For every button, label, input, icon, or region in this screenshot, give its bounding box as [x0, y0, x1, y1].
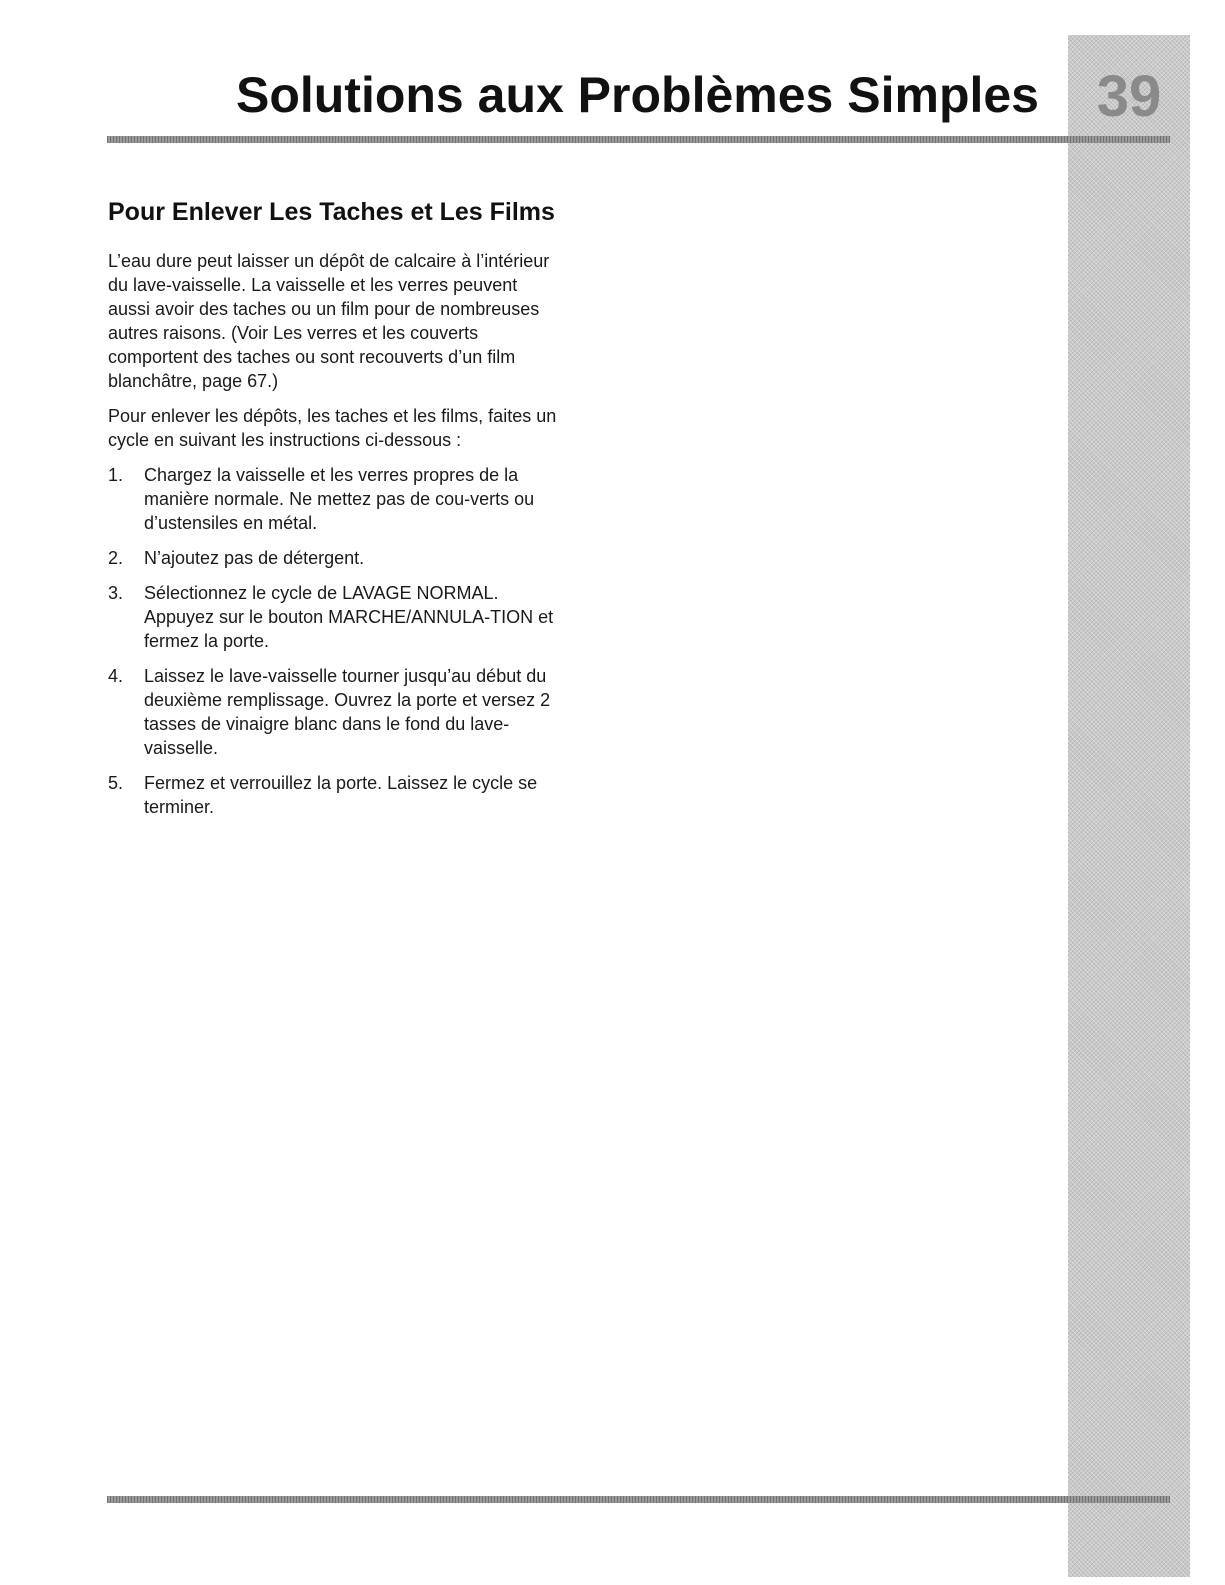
step-item	[108, 771, 558, 819]
step-text: Fermez et verrouillez la porte. Laissez le cycle se terminer.	[144, 773, 538, 817]
step-item	[108, 463, 558, 535]
step-text: Sélectionnez le cycle de LAVAGE NORMAL. Appuyez sur le bouton MARCHE/ANNULA-TION et fermez la porte.	[144, 583, 554, 651]
step-item	[108, 581, 558, 653]
step-item	[108, 664, 558, 760]
step-item	[108, 546, 558, 570]
step-number: 3.	[108, 583, 124, 603]
steps-list	[108, 463, 558, 819]
step-number: 5.	[108, 773, 124, 793]
intro-paragraph: L’eau dure peut laisser un dépôt de calcaire à l’intérieur du lave-vaisselle. La vaisselle et les verres peuvent aussi avoir des taches ou un film pour de nombreuses autres raisons. (Voir Les verres et les couverts comportent des taches ou sont recouverts d’un film blanchâtre, page 67.)	[108, 251, 550, 391]
page-title: Solutions aux Problèmes Simples	[235, 67, 1039, 123]
side-tab	[1068, 35, 1190, 1577]
step-text: N’ajoutez pas de détergent.	[144, 548, 365, 568]
footer-rule	[107, 1496, 1170, 1503]
step-number: 2.	[108, 548, 124, 568]
step-number: 1.	[108, 465, 124, 485]
page-number: 39	[1096, 64, 1162, 129]
step-number: 4.	[108, 666, 124, 686]
step-text: Chargez la vaisselle et les verres propres de la manière normale. Ne mettez pas de cou-verts ou d’ustensiles en métal.	[144, 465, 535, 533]
instructions-paragraph: Pour enlever les dépôts, les taches et les films, faites un cycle en suivant les instructions ci-dessous :	[108, 406, 557, 450]
step-text: Laissez le lave-vaisselle tourner jusqu’au début du deuxième remplissage. Ouvrez la porte et versez 2 tasses de vinaigre blanc dans le fond du lave-vaisselle.	[144, 666, 551, 758]
section-heading: Pour Enlever Les Taches et Les Films	[108, 198, 555, 226]
header-rule	[107, 136, 1170, 143]
main-content	[108, 196, 558, 830]
